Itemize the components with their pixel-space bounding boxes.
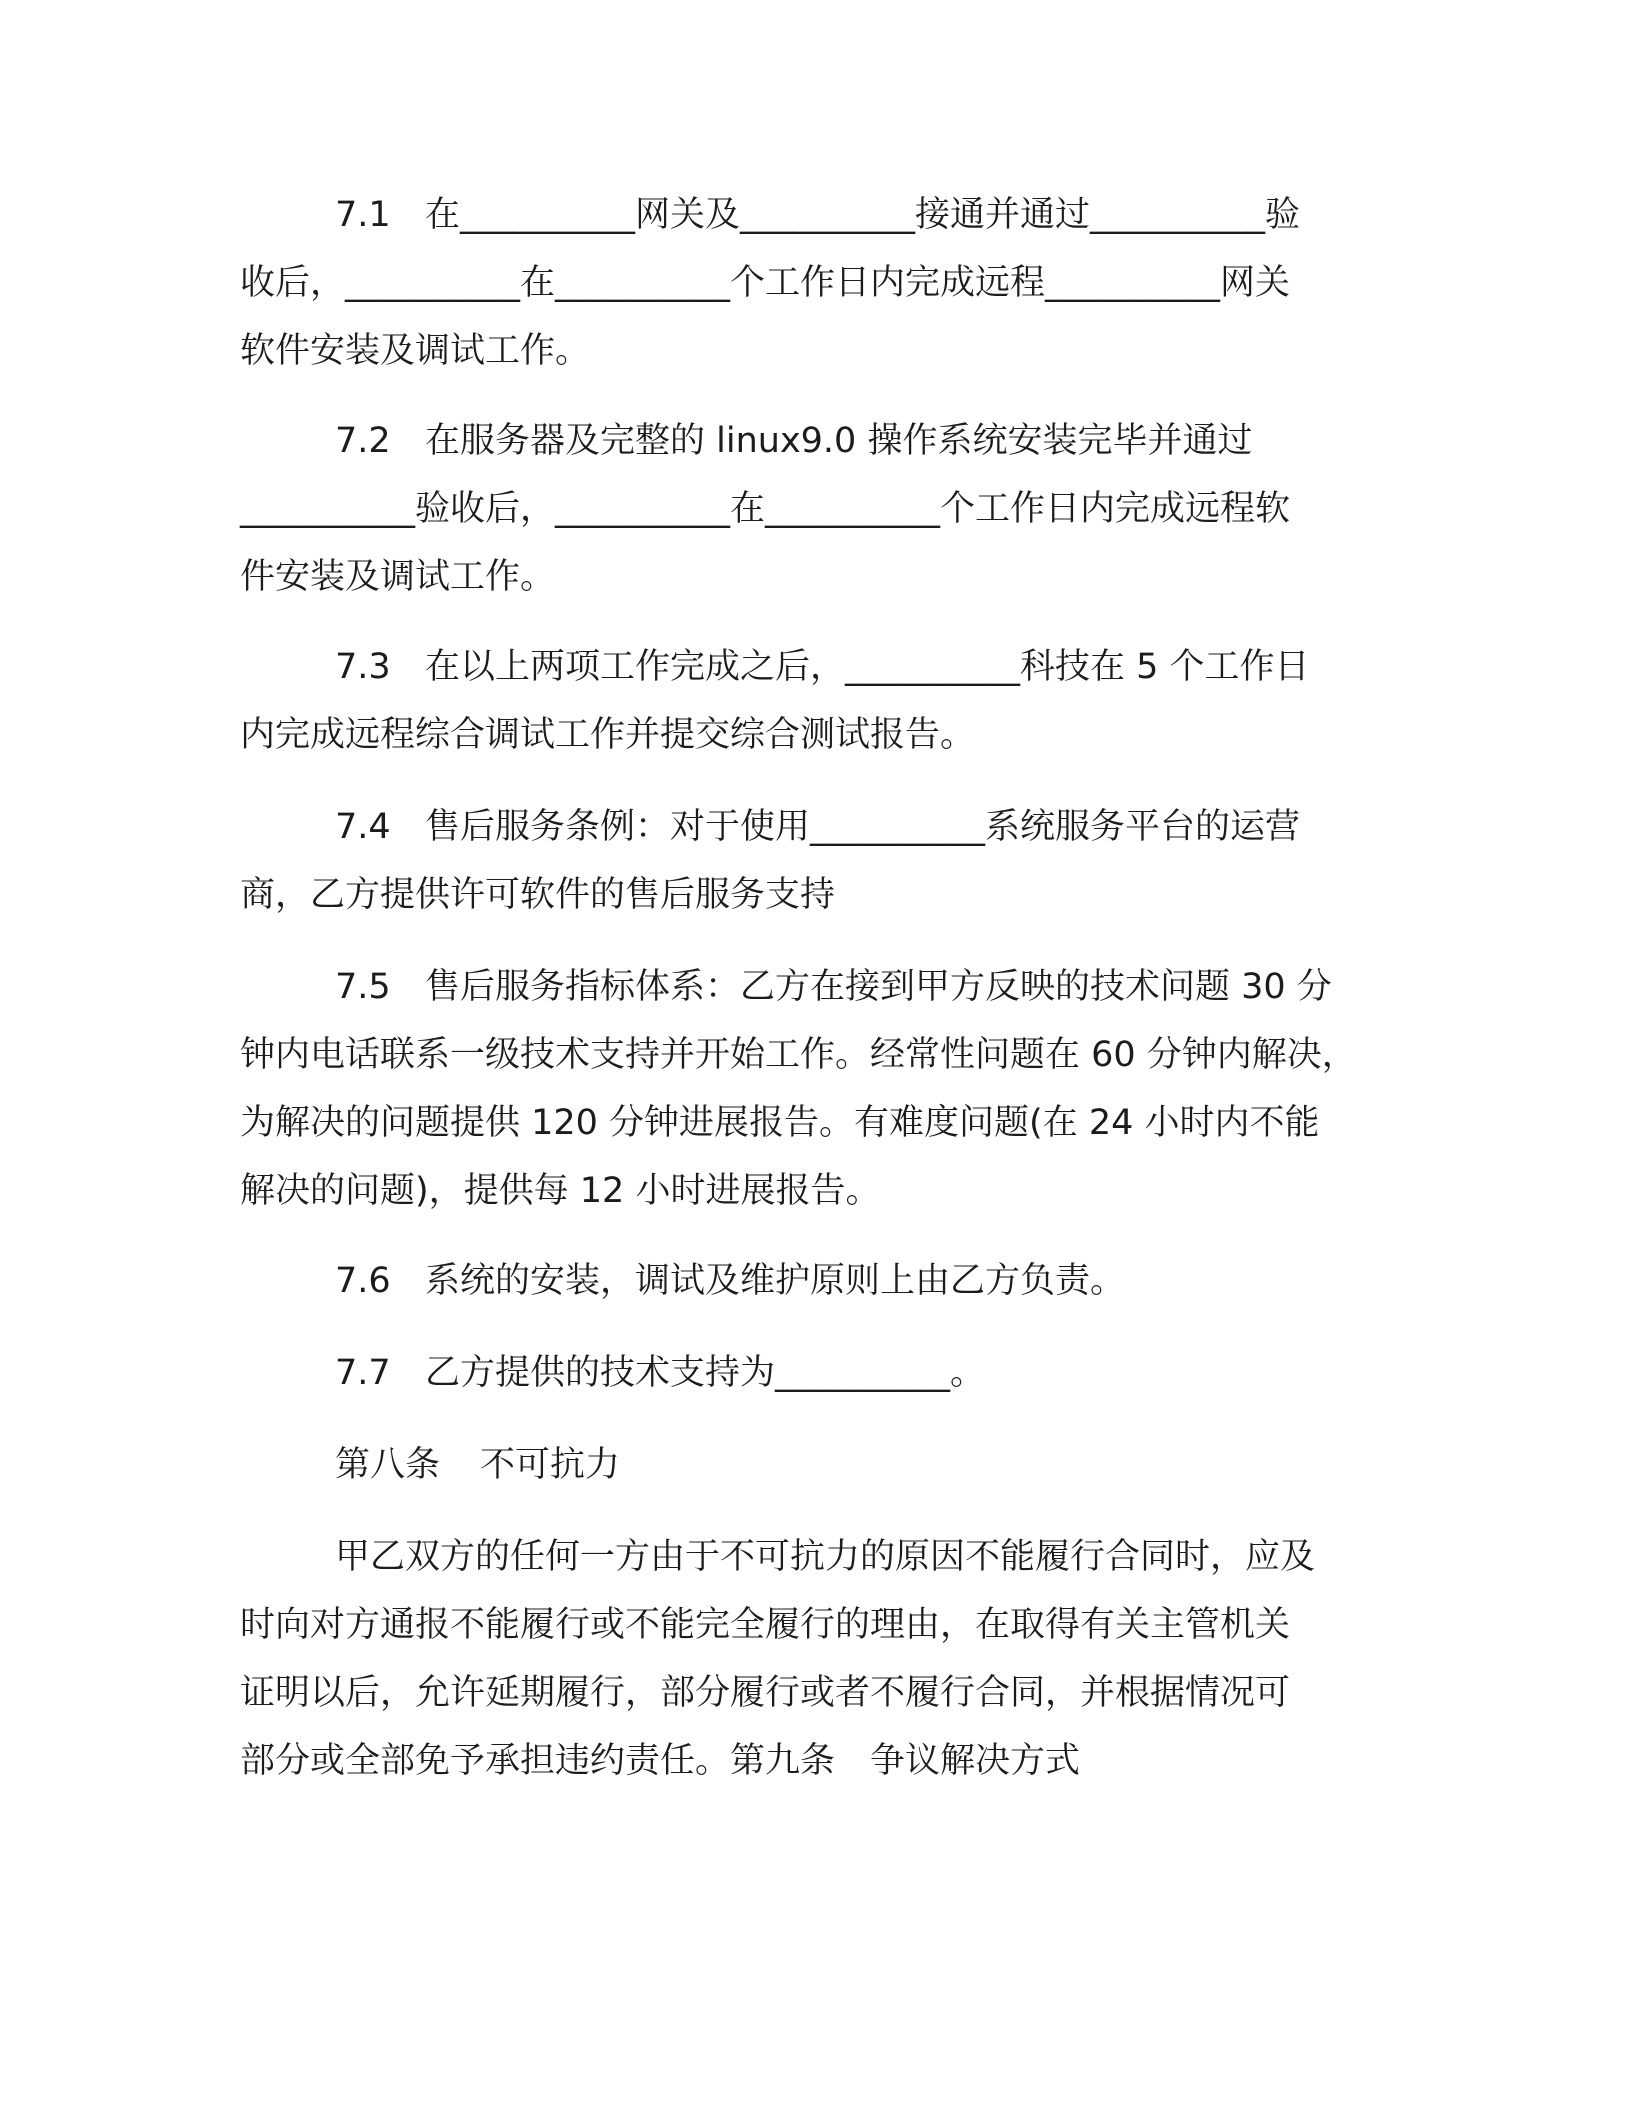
section-text: 在__________网关及__________接通并通过__________验 <box>425 195 1301 235</box>
section-7-2-line-2: __________验收后，__________在__________个工作日内完成远程软 <box>240 489 1291 529</box>
section-number: 7.7 <box>335 1353 391 1393</box>
section-7-3-line-2: 内完成远程综合调试工作并提交综合测试报告。 <box>240 715 976 755</box>
section-7-5-line-2: 钟内电话联系一级技术支持并开始工作。经常性问题在 60 分钟内解决， <box>240 1035 1357 1075</box>
section-number: 7.3 <box>335 647 391 687</box>
section-7-5-line-4: 解决的问题)，提供每 12 小时进展报告。 <box>240 1171 881 1211</box>
section-7-5-line-3: 为解决的问题提供 120 分钟进展报告。有难度问题(在 24 小时内不能 <box>240 1103 1320 1143</box>
article-label: 第八条 <box>335 1445 441 1485</box>
section-7-1-line-2: 收后，__________在__________个工作日内完成远程__________网关 <box>240 263 1291 303</box>
article-title: 不可抗力 <box>480 1445 621 1485</box>
section-text: 售后服务指标体系：乙方在接到甲方反映的技术问题 30 分 <box>425 967 1332 1007</box>
section-text: 在服务器及完整的 linux9.0 操作系统安装完毕并通过 <box>425 421 1253 461</box>
article-8-body-line-4: 部分或全部免予承担违约责任。第九条 争议解决方式 <box>240 1741 1081 1781</box>
section-7-6-line-1 <box>335 1251 1125 1311</box>
section-7-7-line-1 <box>335 1343 985 1403</box>
section-7-1-line-1 <box>335 185 1300 245</box>
section-text: 乙方提供的技术支持为__________。 <box>425 1353 986 1393</box>
section-number: 7.2 <box>335 421 391 461</box>
article-8-body-line-1: 甲乙双方的任何一方由于不可抗力的原因不能履行合同时，应及 <box>335 1537 1316 1577</box>
article-8-body-line-3: 证明以后，允许延期履行，部分履行或者不履行合同，并根据情况可 <box>240 1673 1291 1713</box>
section-number: 7.4 <box>335 807 391 847</box>
section-7-2-line-3: 件安装及调试工作。 <box>240 557 556 597</box>
section-number: 7.1 <box>335 195 391 235</box>
section-7-4-line-2: 商，乙方提供许可软件的售后服务支持 <box>240 875 836 915</box>
section-7-1-line-3: 软件安装及调试工作。 <box>240 331 591 371</box>
article-8-body-line-2: 时向对方通报不能履行或不能完全履行的理由，在取得有关主管机关 <box>240 1605 1291 1645</box>
section-number: 7.5 <box>335 967 391 1007</box>
article-8-heading <box>335 1435 620 1495</box>
section-text: 在以上两项工作完成之后，__________科技在 5 个工作日 <box>425 647 1310 687</box>
section-7-4-line-1 <box>335 797 1300 857</box>
section-text: 系统的安装，调试及维护原则上由乙方负责。 <box>425 1261 1126 1301</box>
section-text: 售后服务条例：对于使用__________系统服务平台的运营 <box>425 807 1301 847</box>
section-number: 7.6 <box>335 1261 391 1301</box>
section-7-3-line-1 <box>335 637 1310 697</box>
section-7-2-line-1 <box>335 411 1252 471</box>
section-7-5-line-1 <box>335 957 1332 1017</box>
